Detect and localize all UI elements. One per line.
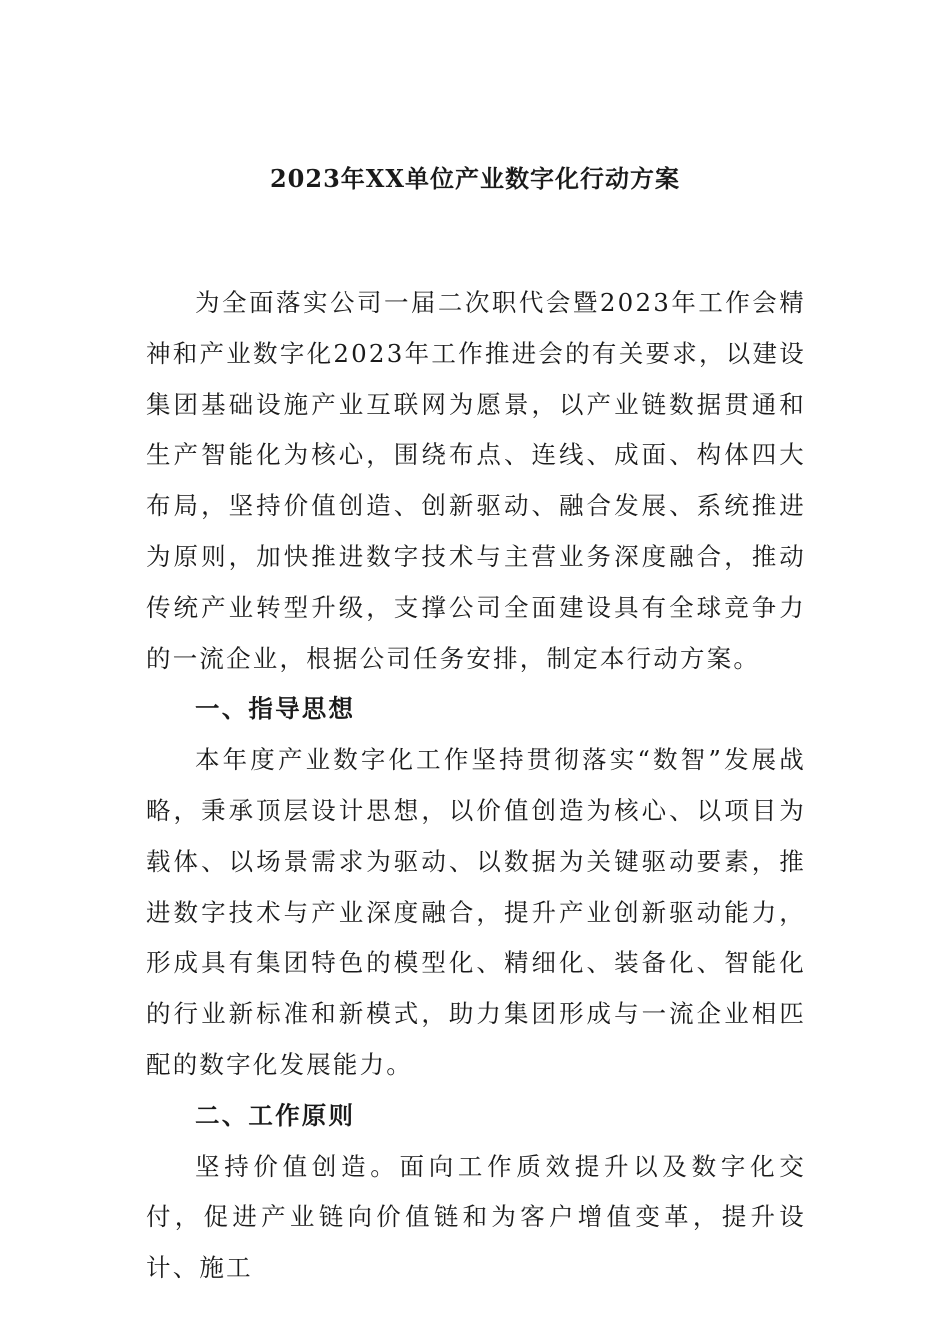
intro-paragraph: 为全面落实公司一届二次职代会暨2023年工作会精神和产业数字化2023年工作推进会的有关要求，以建设集团基础设施产业互联网为愿景，以产业链数据贯通和生产智能化为核心，围绕布点、连线、成面、构体四大布局，坚持价值创造、创新驱动、融合发展、系统推进为原则，加快推进数字技术与主营业务深度融合，推动传统产业转型升级，支撑公司全面建设具有全球竞争力的一流企业，根据公司任务安排，制定本行动方案。	[146, 288, 806, 673]
guiding-ideology-paragraph: 本年度产业数字化工作坚持贯彻落实“数智”发展战略，秉承顶层设计思想，以价值创造为核心、以项目为载体、以场景需求为驱动、以数据为关键驱动要素，推进数字技术与产业深度融合，提升产业创新驱动能力，形成具有集团特色的模型化、精细化、装备化、智能化的行业新标准和新模式，助力集团形成与一流企业相匹配的数字化发展能力。	[146, 745, 806, 1079]
document-body	[146, 278, 806, 1294]
section-heading-guiding-ideology: 一、指导思想	[195, 694, 356, 724]
work-principles-paragraph: 坚持价值创造。面向工作质效提升以及数字化交付，促进产业链向价值链和为客户增值变革，提升设计、施工	[146, 1151, 806, 1283]
document-title: 2023年XX单位产业数字化行动方案	[269, 164, 681, 193]
section-heading-work-principles: 二、工作原则	[195, 1100, 356, 1130]
